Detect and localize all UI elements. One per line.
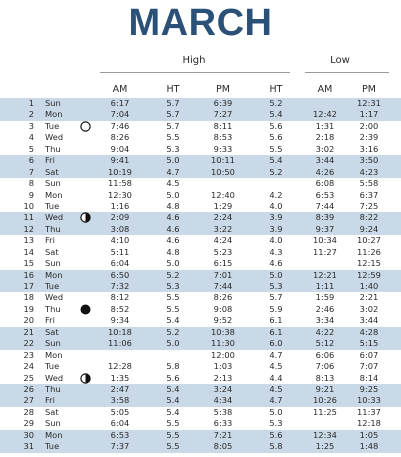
high-am-height: 5.6 (166, 372, 180, 383)
low-pm-time: 10:27 (357, 235, 381, 246)
col-header-high-pm: PM (216, 84, 230, 95)
table-row (0, 338, 401, 349)
low-am-time: 4:22 (315, 326, 335, 337)
high-am-height: 4.7 (166, 166, 180, 177)
high-am-time: 3:58 (110, 395, 130, 406)
low-pm-time: 4:28 (359, 326, 379, 337)
weekday-cell: Mon (45, 109, 63, 120)
high-pm-height: 5.0 (269, 269, 283, 280)
low-pm-time: 12:59 (357, 269, 381, 280)
weekday-cell: Sun (45, 98, 61, 108)
high-pm-height: 4.0 (269, 235, 283, 246)
low-pm-time: 3:44 (359, 315, 379, 326)
table-row (0, 270, 401, 281)
high-pm-time: 7:21 (213, 429, 233, 440)
high-pm-height: 4.3 (269, 246, 283, 257)
low-pm-time: 3:50 (359, 155, 379, 166)
low-am-time: 6:08 (315, 178, 335, 189)
table-row (0, 281, 401, 292)
low-group-label: Low (330, 55, 350, 66)
high-pm-time: 3:22 (213, 223, 233, 234)
table-row (0, 373, 401, 384)
weekday-cell: Tue (45, 441, 60, 452)
high-pm-height: 5.5 (269, 143, 283, 154)
low-am-time: 1:59 (315, 292, 335, 303)
low-am-time: 8:13 (315, 372, 335, 383)
high-am-height: 4.6 (166, 235, 180, 246)
low-am-time: 8:39 (315, 212, 335, 223)
high-pm-time: 9:08 (213, 303, 233, 314)
low-pm-time: 8:22 (359, 212, 379, 223)
high-pm-time: 10:50 (211, 166, 235, 177)
high-am-time: 12:28 (108, 361, 132, 372)
low-pm-time: 4:23 (359, 166, 379, 177)
high-am-height: 5.5 (166, 132, 180, 143)
high-am-height: 5.8 (166, 361, 180, 372)
high-am-height: 5.5 (166, 441, 180, 452)
high-am-time: 1:35 (110, 372, 130, 383)
low-am-time: 4:26 (315, 166, 335, 177)
high-am-height: 4.5 (166, 178, 180, 189)
high-pm-height: 5.3 (269, 281, 283, 291)
low-am-time: 3:34 (315, 315, 335, 326)
high-am-time: 5:11 (110, 246, 130, 257)
low-am-time: 10:34 (313, 235, 337, 246)
low-pm-time: 3:02 (359, 303, 379, 314)
table-row (0, 178, 401, 189)
day-cell: 11 (23, 212, 34, 223)
low-pm-time: 2:21 (359, 292, 379, 303)
high-am-time: 6:04 (110, 258, 130, 269)
high-am-height: 5.7 (166, 120, 180, 131)
high-am-time: 9:04 (110, 143, 130, 154)
day-cell: 10 (23, 200, 34, 211)
low-pm-time: 12:31 (357, 98, 381, 108)
high-pm-height: 3.9 (269, 223, 283, 234)
high-pm-time: 8:05 (213, 441, 233, 452)
low-pm-time: 12:18 (357, 418, 381, 429)
high-am-time: 4:10 (110, 235, 130, 246)
table-row (0, 98, 401, 109)
low-pm-time: 1:05 (359, 429, 379, 440)
tide-table (0, 98, 401, 453)
low-pm-time: 6:07 (359, 349, 379, 360)
weekday-cell: Sat (45, 166, 59, 177)
weekday-cell: Wed (45, 132, 64, 143)
low-am-time: 11:25 (313, 406, 337, 417)
low-am-time: 5:12 (315, 338, 335, 349)
low-pm-time: 1:40 (359, 281, 379, 291)
low-pm-time: 10:33 (357, 395, 381, 406)
high-pm-time: 9:33 (213, 143, 233, 154)
day-cell: 6 (28, 155, 34, 166)
low-pm-time: 2:39 (359, 132, 379, 143)
high-pm-height: 5.9 (269, 303, 283, 314)
day-cell: 1 (28, 98, 34, 108)
table-row (0, 121, 401, 132)
full-moon-icon (78, 121, 92, 132)
weekday-cell: Mon (45, 349, 63, 360)
new-moon-icon (78, 304, 92, 315)
table-row (0, 190, 401, 201)
high-am-height: 4.8 (166, 200, 180, 211)
weekday-cell: Sun (45, 418, 61, 429)
low-am-time: 6:53 (315, 189, 335, 200)
high-am-time: 11:58 (108, 178, 132, 189)
weekday-cell: Fri (45, 235, 55, 246)
low-pm-time: 7:07 (359, 361, 379, 372)
high-pm-time: 8:11 (213, 120, 233, 131)
table-row (0, 144, 401, 155)
high-am-height: 5.2 (166, 326, 180, 337)
low-pm-time: 11:37 (357, 406, 381, 417)
low-pm-time: 8:14 (359, 372, 379, 383)
table-row (0, 395, 401, 406)
high-am-height: 5.5 (166, 303, 180, 314)
low-am-time: 1:31 (315, 120, 335, 131)
low-am-time: 6:06 (315, 349, 335, 360)
table-row (0, 441, 401, 452)
high-am-time: 8:12 (110, 292, 130, 303)
high-am-time: 6:53 (110, 429, 130, 440)
weekday-cell: Wed (45, 372, 64, 383)
high-am-time: 8:52 (110, 303, 130, 314)
high-am-height: 5.4 (166, 395, 180, 406)
table-row (0, 304, 401, 315)
weekday-cell: Tue (45, 281, 60, 291)
high-pm-height: 4.7 (269, 349, 283, 360)
high-pm-height: 5.7 (269, 292, 283, 303)
weekday-cell: Tue (45, 120, 60, 131)
high-am-time: 7:37 (110, 441, 130, 452)
high-pm-height: 4.2 (269, 189, 283, 200)
weekday-cell: Thu (45, 143, 61, 154)
low-am-time: 9:37 (315, 223, 335, 234)
day-cell: 2 (28, 109, 34, 120)
high-pm-height: 5.6 (269, 120, 283, 131)
high-pm-height: 5.6 (269, 132, 283, 143)
high-am-time: 7:46 (110, 120, 130, 131)
day-cell: 27 (23, 395, 34, 406)
high-pm-time: 9:52 (213, 315, 233, 326)
high-pm-time: 6:39 (213, 98, 233, 108)
low-am-time: 12:34 (313, 429, 337, 440)
high-pm-time: 4:34 (213, 395, 233, 406)
high-pm-height: 4.5 (269, 383, 283, 394)
high-pm-time: 1:03 (213, 361, 233, 372)
weekday-cell: Fri (45, 315, 55, 326)
day-cell: 31 (23, 441, 34, 452)
table-row (0, 418, 401, 429)
high-am-height: 5.3 (166, 281, 180, 291)
high-am-time: 8:26 (110, 132, 130, 143)
high-pm-time: 3:24 (213, 383, 233, 394)
high-pm-time: 8:26 (213, 292, 233, 303)
high-am-time: 11:06 (108, 338, 132, 349)
table-row (0, 430, 401, 441)
col-header-low-am: AM (317, 84, 333, 95)
high-pm-height: 5.2 (269, 166, 283, 177)
high-am-height: 5.4 (166, 315, 180, 326)
weekday-cell: Tue (45, 200, 60, 211)
table-row (0, 109, 401, 120)
high-pm-time: 6:15 (213, 258, 233, 269)
day-cell: 3 (28, 120, 34, 131)
low-am-time: 3:02 (315, 143, 335, 154)
day-cell: 19 (23, 303, 34, 314)
table-row (0, 407, 401, 418)
high-pm-height: 4.7 (269, 395, 283, 406)
high-am-height: 4.6 (166, 223, 180, 234)
low-pm-time: 1:48 (359, 441, 379, 452)
high-am-time: 7:04 (110, 109, 130, 120)
low-am-time: 7:44 (315, 200, 335, 211)
day-cell: 23 (23, 349, 34, 360)
high-pm-time: 12:40 (211, 189, 235, 200)
day-cell: 4 (28, 132, 34, 143)
weekday-cell: Tue (45, 361, 60, 372)
high-am-height: 4.8 (166, 246, 180, 257)
high-am-time: 1:16 (110, 200, 130, 211)
high-am-height: 5.0 (166, 155, 180, 166)
high-pm-time: 2:24 (213, 212, 233, 223)
weekday-cell: Thu (45, 303, 61, 314)
day-cell: 26 (23, 383, 34, 394)
weekday-cell: Thu (45, 223, 61, 234)
low-pm-time: 9:24 (359, 223, 379, 234)
day-cell: 15 (23, 258, 34, 269)
high-am-height: 5.5 (166, 429, 180, 440)
high-am-height: 4.6 (166, 212, 180, 223)
low-pm-time: 3:16 (359, 143, 379, 154)
low-pm-time: 11:26 (357, 246, 381, 257)
high-pm-height: 5.4 (269, 109, 283, 120)
high-pm-time: 12:00 (211, 349, 235, 360)
day-cell: 30 (23, 429, 34, 440)
low-pm-time: 5:15 (359, 338, 379, 349)
col-header-high-ht-pm: HT (269, 84, 283, 95)
high-am-time: 10:19 (108, 166, 132, 177)
high-am-time: 5:05 (110, 406, 130, 417)
weekday-cell: Fri (45, 155, 55, 166)
high-pm-time: 10:38 (211, 326, 235, 337)
low-pm-time: 9:25 (359, 383, 379, 394)
high-am-height: 5.7 (166, 98, 180, 108)
weekday-cell: Sun (45, 178, 61, 189)
weekday-cell: Wed (45, 212, 64, 223)
low-group-rule (305, 72, 389, 73)
day-cell: 21 (23, 326, 34, 337)
day-cell: 13 (23, 235, 34, 246)
day-cell: 9 (28, 189, 34, 200)
day-cell: 25 (23, 372, 34, 383)
high-am-time: 6:04 (110, 418, 130, 429)
quarter-moon-icon (78, 212, 92, 223)
high-am-height: 5.0 (166, 338, 180, 349)
day-cell: 22 (23, 338, 34, 349)
weekday-cell: Thu (45, 383, 61, 394)
day-cell: 18 (23, 292, 34, 303)
low-am-time: 12:21 (313, 269, 337, 280)
weekday-cell: Sat (45, 246, 59, 257)
high-pm-time: 6:33 (213, 418, 233, 429)
table-row (0, 212, 401, 223)
day-cell: 16 (23, 269, 34, 280)
high-pm-height: 3.9 (269, 212, 283, 223)
quarter-moon-icon (78, 373, 92, 384)
high-pm-time: 4:24 (213, 235, 233, 246)
high-am-height: 5.4 (166, 406, 180, 417)
low-pm-time: 6:37 (359, 189, 379, 200)
weekday-cell: Wed (45, 292, 64, 303)
day-cell: 28 (23, 406, 34, 417)
high-pm-time: 7:27 (213, 109, 233, 120)
table-row (0, 258, 401, 269)
high-pm-height: 5.8 (269, 441, 283, 452)
low-pm-time: 1:17 (359, 109, 379, 120)
weekday-cell: Mon (45, 269, 63, 280)
low-am-time: 1:25 (315, 441, 335, 452)
page-title: MARCH (128, 1, 273, 44)
high-pm-height: 5.6 (269, 429, 283, 440)
high-am-height: 5.5 (166, 292, 180, 303)
low-am-time: 1:11 (315, 281, 335, 291)
weekday-cell: Fri (45, 395, 55, 406)
low-pm-time: 5:58 (359, 178, 379, 189)
table-row (0, 315, 401, 326)
table-row (0, 167, 401, 178)
high-am-time: 9:41 (110, 155, 130, 166)
high-am-time: 7:32 (110, 281, 130, 291)
day-cell: 29 (23, 418, 34, 429)
low-pm-time: 7:25 (359, 200, 379, 211)
col-header-high-ht-am: HT (166, 84, 180, 95)
high-pm-height: 6.0 (269, 338, 283, 349)
table-row (0, 361, 401, 372)
low-am-time: 11:27 (313, 246, 337, 257)
high-am-height: 5.2 (166, 269, 180, 280)
high-pm-height: 6.1 (269, 326, 283, 337)
high-am-height: 5.7 (166, 109, 180, 120)
weekday-cell: Sat (45, 326, 59, 337)
day-cell: 5 (28, 143, 34, 154)
high-am-time: 12:30 (108, 189, 132, 200)
low-am-time: 10:26 (313, 395, 337, 406)
high-pm-height: 4.0 (269, 200, 283, 211)
high-am-time: 2:09 (110, 212, 130, 223)
day-cell: 8 (28, 178, 34, 189)
high-pm-height: 5.4 (269, 155, 283, 166)
high-am-height: 5.0 (166, 258, 180, 269)
day-cell: 24 (23, 361, 34, 372)
table-row (0, 224, 401, 235)
high-am-time: 9:34 (110, 315, 130, 326)
table-row (0, 350, 401, 361)
table-row (0, 235, 401, 246)
table-row (0, 292, 401, 303)
low-am-time: 9:21 (315, 383, 335, 394)
table-row (0, 201, 401, 212)
low-pm-time: 2:00 (359, 120, 379, 131)
high-pm-height: 5.0 (269, 406, 283, 417)
day-cell: 17 (23, 281, 34, 291)
weekday-cell: Mon (45, 429, 63, 440)
weekday-cell: Sun (45, 338, 61, 349)
high-am-height: 5.0 (166, 189, 180, 200)
col-header-low-pm: PM (362, 84, 376, 95)
high-am-time: 6:17 (110, 98, 130, 108)
high-group-label: High (182, 55, 206, 66)
high-pm-time: 7:44 (213, 281, 233, 291)
high-am-time: 2:47 (110, 383, 130, 394)
day-cell: 14 (23, 246, 34, 257)
low-pm-time: 12:15 (357, 258, 381, 269)
high-pm-time: 8:53 (213, 132, 233, 143)
low-am-time: 2:46 (315, 303, 335, 314)
table-row (0, 247, 401, 258)
weekday-cell: Sun (45, 258, 61, 269)
table-row (0, 384, 401, 395)
low-am-time: 3:44 (315, 155, 335, 166)
high-pm-time: 10:11 (211, 155, 235, 166)
high-pm-height: 4.6 (269, 258, 283, 269)
high-pm-height: 4.5 (269, 361, 283, 372)
high-group-rule (100, 72, 290, 73)
low-am-time: 2:18 (315, 132, 335, 143)
weekday-cell: Mon (45, 189, 63, 200)
high-pm-height: 6.1 (269, 315, 283, 326)
table-row (0, 327, 401, 338)
col-header-high-am: AM (112, 84, 128, 95)
weekday-cell: Sat (45, 406, 59, 417)
high-pm-time: 1:29 (213, 200, 233, 211)
high-pm-height: 4.4 (269, 372, 283, 383)
high-pm-time: 2:13 (213, 372, 233, 383)
high-am-height: 5.5 (166, 418, 180, 429)
high-am-time: 3:08 (110, 223, 130, 234)
high-am-time: 10:18 (108, 326, 132, 337)
high-pm-height: 5.3 (269, 418, 283, 429)
high-pm-time: 5:23 (213, 246, 233, 257)
table-row (0, 155, 401, 166)
high-pm-time: 11:30 (211, 338, 235, 349)
high-am-height: 5.4 (166, 383, 180, 394)
low-am-time: 12:42 (313, 109, 337, 120)
day-cell: 7 (28, 166, 34, 177)
high-pm-height: 5.2 (269, 98, 283, 108)
table-row (0, 132, 401, 143)
high-am-height: 5.3 (166, 143, 180, 154)
high-pm-time: 5:38 (213, 406, 233, 417)
day-cell: 20 (23, 315, 34, 326)
high-pm-time: 7:01 (213, 269, 233, 280)
low-am-time: 7:06 (315, 361, 335, 372)
high-am-time: 6:50 (110, 269, 130, 280)
day-cell: 12 (23, 223, 34, 234)
